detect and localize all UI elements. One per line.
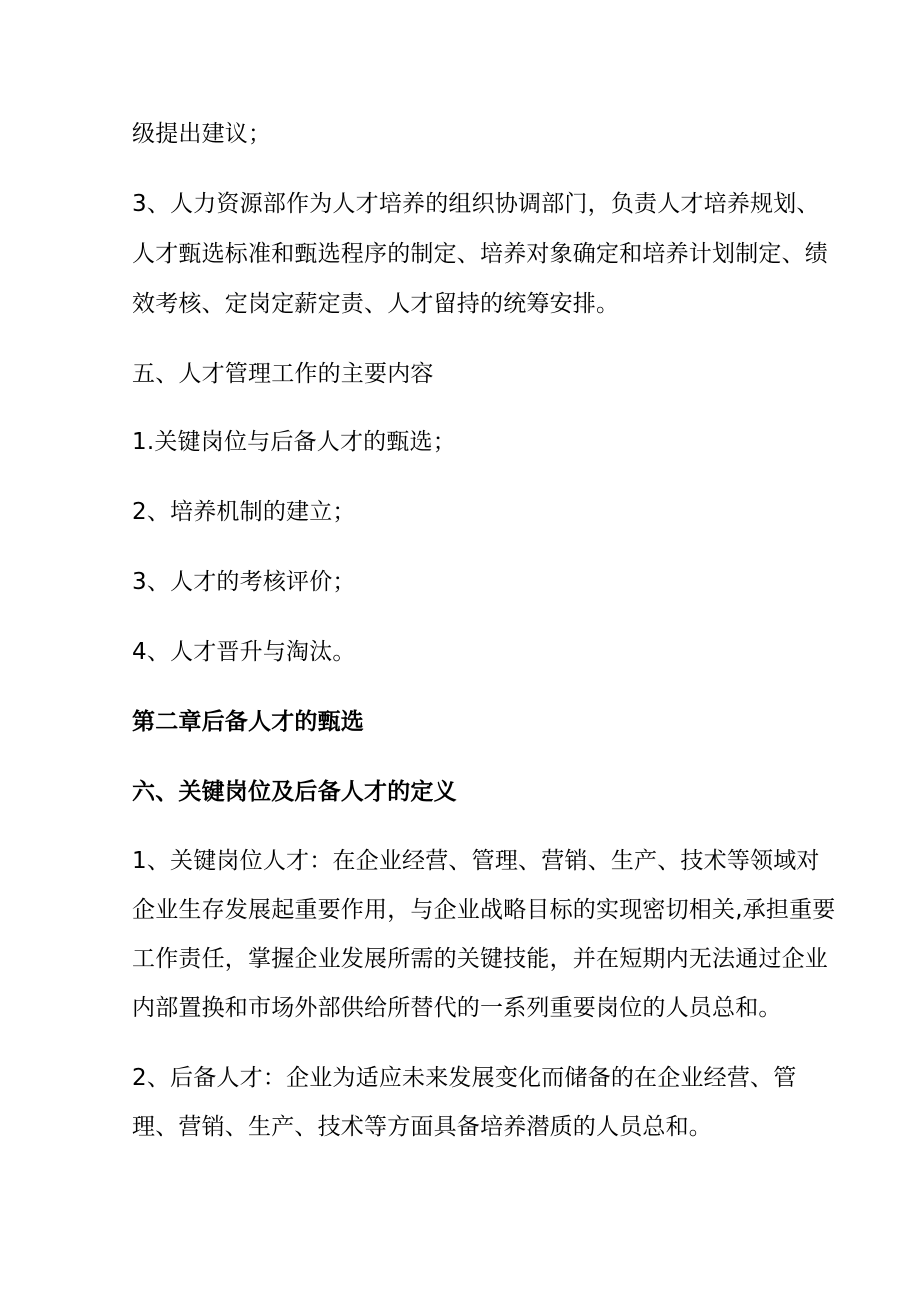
paragraph-line: 2、后备人才：企业为适应未来发展变化而储备的在企业经营、管 (132, 1065, 797, 1091)
paragraph-line: 3、人力资源部作为人才培养的组织协调部门，负责人才培养规划、 (132, 191, 820, 217)
list-item: 1.关键岗位与后备人才的甄选； (132, 429, 456, 455)
paragraph-line: 级提出建议； (132, 121, 272, 147)
paragraph-line: 工作责任，掌握企业发展所需的关键技能，并在短期内无法通过企业 (132, 946, 828, 972)
paragraph-line: 内部置换和市场外部供给所替代的一系列重要岗位的人员总和。 (132, 995, 782, 1021)
paragraph-line: 理、营销、生产、技术等方面具备培养潜质的人员总和。 (132, 1114, 712, 1140)
chapter-title: 第二章后备人才的甄选 (132, 709, 364, 735)
section-title: 六、关键岗位及后备人才的定义 (132, 779, 457, 805)
paragraph-line: 1、关键岗位人才：在企业经营、管理、营销、生产、技术等领域对 (132, 848, 820, 874)
paragraph-line: 效考核、定岗定薪定责、人才留持的统筹安排。 (132, 291, 620, 317)
list-item: 4、人才晋升与淘汰。 (132, 639, 356, 665)
section-heading: 五、人才管理工作的主要内容 (132, 361, 434, 387)
list-item: 2、培养机制的建立； (132, 499, 356, 525)
list-item: 3、人才的考核评价； (132, 569, 356, 595)
paragraph-line: 企业生存发展起重要作用，与企业战略目标的实现密切相关,承担重要 (132, 897, 836, 923)
paragraph-line: 人才甄选标准和甄选程序的制定、培养对象确定和培养计划制定、绩 (132, 241, 828, 267)
